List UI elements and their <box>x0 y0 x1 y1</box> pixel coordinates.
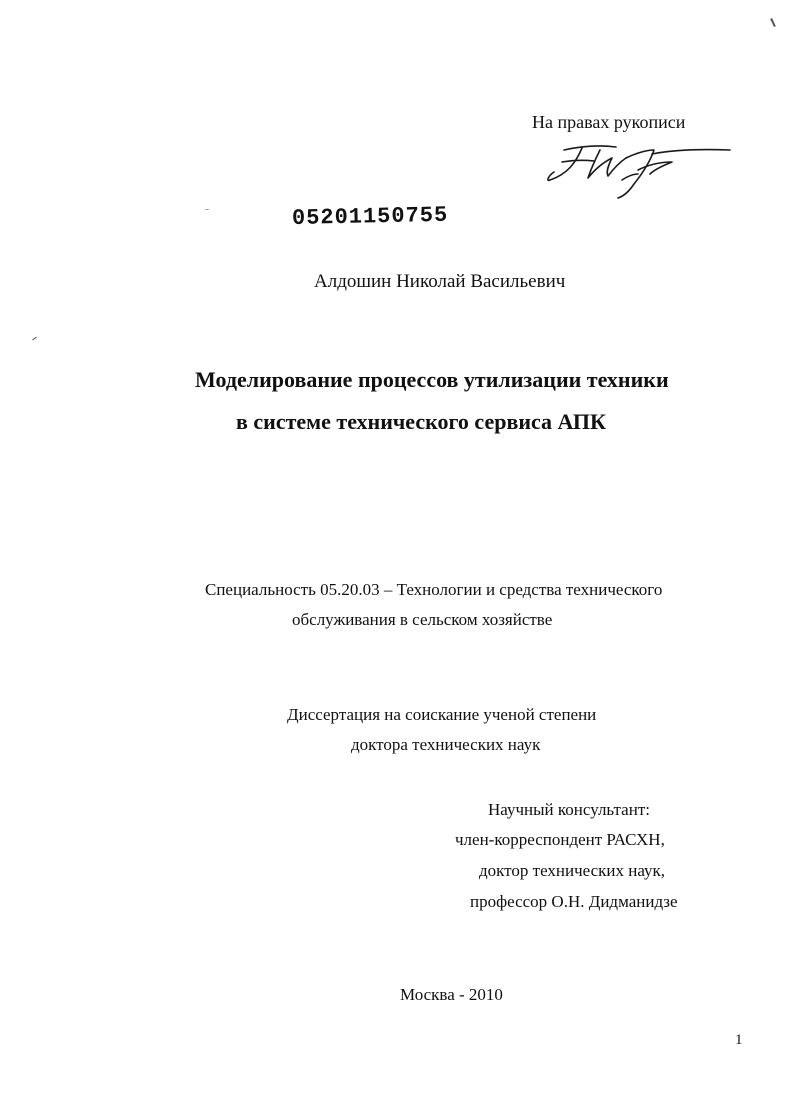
scan-mark <box>205 209 209 210</box>
city-year: Москва - 2010 <box>400 985 503 1004</box>
dissertation-line-2: доктора технических наук <box>351 735 541 754</box>
handwritten-signature <box>542 140 732 204</box>
advisor-rank: член-корреспондент РАСХН, <box>455 830 665 849</box>
title-line-1: Моделирование процессов утилизации техники <box>195 367 669 392</box>
dissertation-line-1: Диссертация на соискание ученой степени <box>287 705 597 724</box>
title-line-2: в системе технического сервиса АПК <box>236 409 606 434</box>
specialty-line-1: Специальность 05.20.03 – Технологии и средства технического <box>205 580 663 599</box>
advisor-heading: Научный консультант: <box>488 800 650 819</box>
specialty-line-2: обслуживания в сельском хозяйстве <box>292 610 553 629</box>
page-number: 1 <box>735 1032 743 1048</box>
advisor-name: профессор О.Н. Дидманидзе <box>470 892 678 911</box>
document-number: 05201150755 <box>291 202 449 231</box>
advisor-degree: доктор технических наук, <box>479 861 666 880</box>
rights-notice: На правах рукописи <box>532 112 686 132</box>
scan-mark <box>32 337 37 341</box>
scan-mark <box>770 18 776 27</box>
author-name: Алдошин Николай Васильевич <box>314 271 566 292</box>
